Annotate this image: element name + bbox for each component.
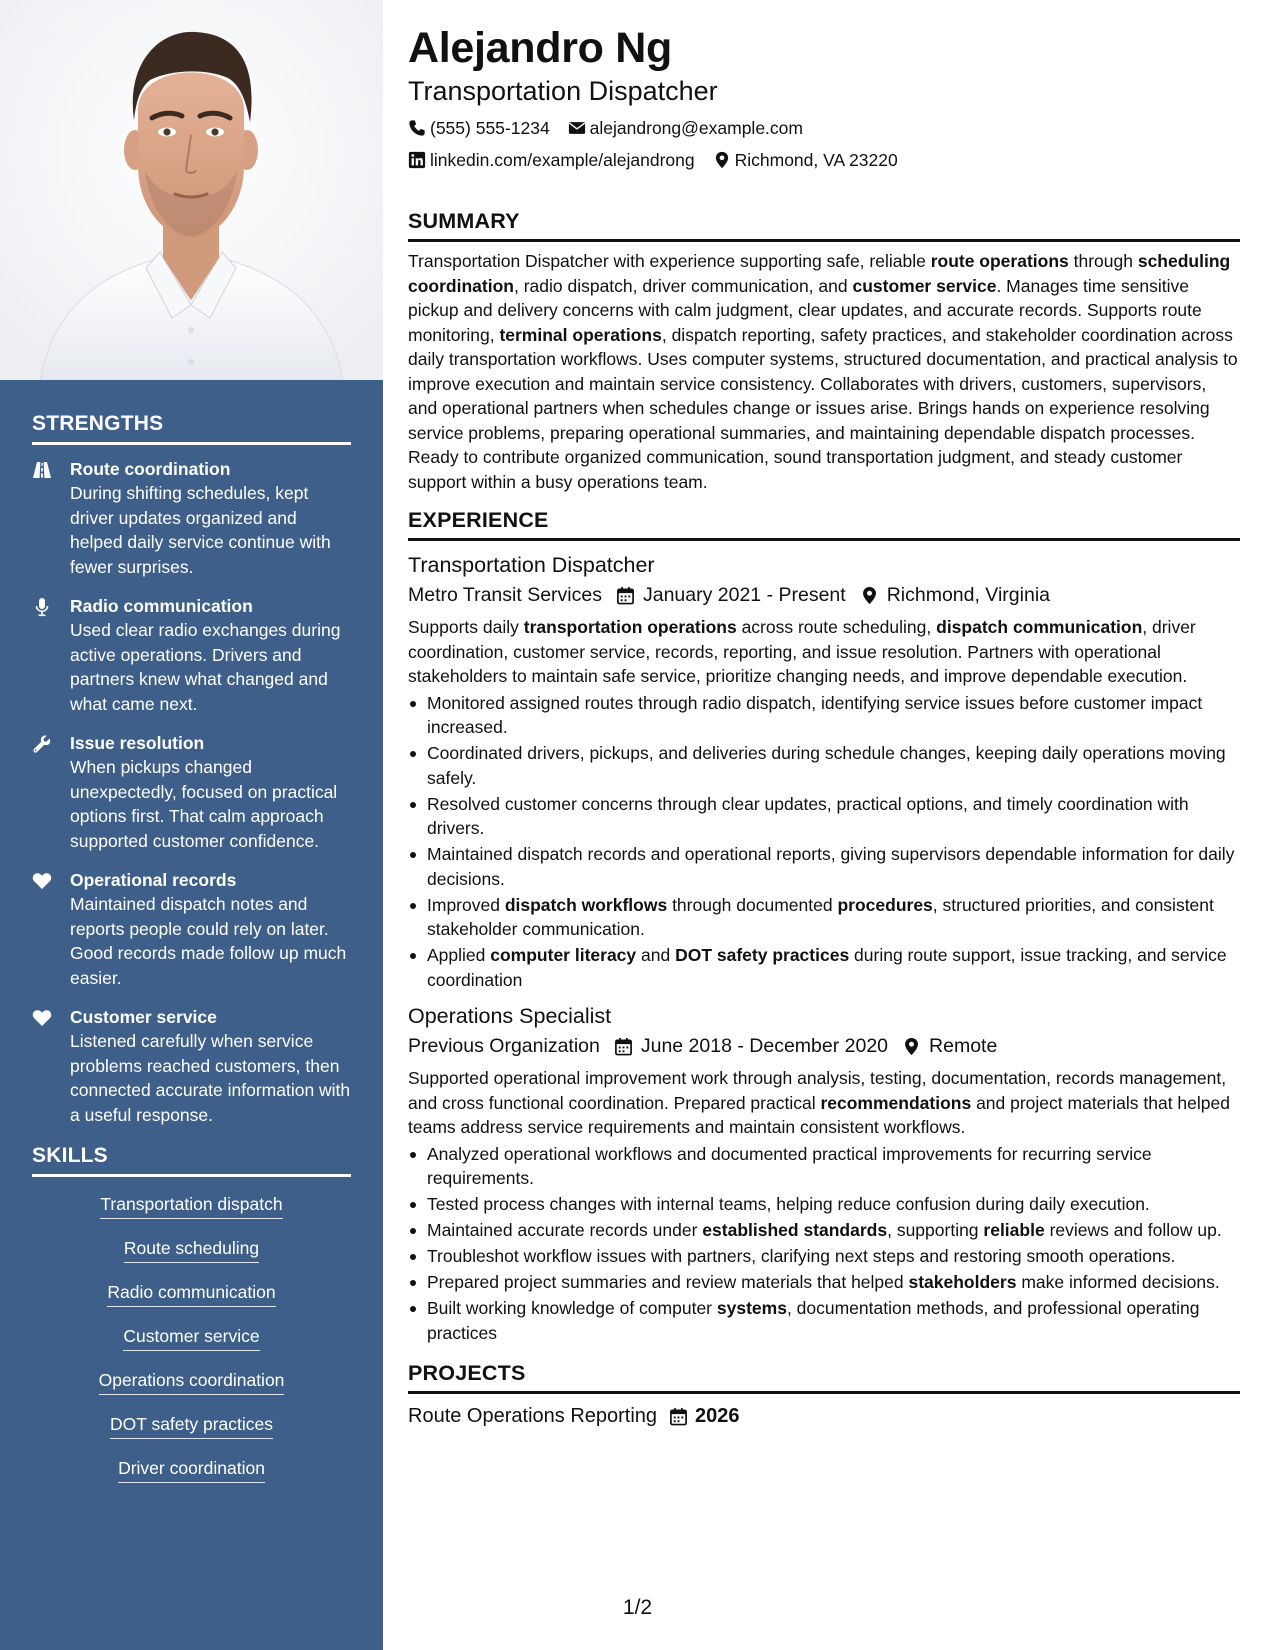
phone-text: (555) 555-1234: [430, 118, 550, 138]
company-name: [408, 1033, 600, 1059]
project-entry: [408, 1403, 1240, 1429]
strength-description: When pickups changed unexpectedly, focused on practical options first. That calm approach supported customer confidence.: [70, 757, 338, 851]
strength-description: Maintained dispatch notes and reports people could rely on later. Good records made follow up much easier.: [70, 894, 347, 988]
company-text: Metro Transit Services: [408, 584, 602, 606]
strength-description: Used clear radio exchanges during active operations. Drivers and partners knew what changed and what came next.: [70, 620, 341, 714]
bullet-item: Monitored assigned routes through radio dispatch, identifying service issues before customer impact increased.: [408, 691, 1240, 740]
calendar-icon: [616, 586, 635, 605]
candidate-title: Transportation Dispatcher: [408, 76, 718, 106]
job-entry: [408, 1002, 1240, 1345]
strength-title: Issue resolution: [70, 733, 205, 753]
bullet-item: Maintained dispatch records and operational reports, giving supervisors dependable information for daily decisions.: [408, 842, 1240, 891]
job-bullets: [408, 1142, 1240, 1346]
bullet-item: Analyzed operational workflows and documented practical improvements for recurring service requirements.: [408, 1142, 1240, 1191]
page-number: 1/2: [622, 1596, 653, 1619]
job-title: Operations Specialist: [408, 1004, 612, 1028]
strength-title: Radio communication: [70, 596, 253, 616]
location-contact: [713, 149, 898, 171]
skill-tag: Radio communication: [107, 1281, 275, 1307]
sidebar: [0, 0, 383, 1650]
company-text: Previous Organization: [408, 1035, 600, 1057]
location-text: Richmond, Virginia: [886, 584, 1050, 606]
contact-row: [408, 117, 1240, 139]
linkedin-contact[interactable]: [408, 149, 695, 171]
calendar-icon: [614, 1037, 633, 1056]
bullet-item: Coordinated drivers, pickups, and deliveries during schedule changes, keeping daily operations moving safely.: [408, 741, 1240, 790]
job-title: Transportation Dispatcher: [408, 553, 655, 577]
bullet-item: Maintained accurate records under established standards, supporting reliable reviews and follow up.: [408, 1218, 1240, 1243]
strength-title: Route coordination: [70, 459, 231, 479]
job-entry: [408, 551, 1240, 992]
phone-icon: [408, 119, 426, 137]
skill-tag: Driver coordination: [118, 1457, 265, 1483]
projects-heading: PROJECTS: [408, 1361, 1240, 1394]
summary-text: Transportation Dispatcher with experience supporting safe, reliable route operations through scheduling coordination, radio dispatch, driver communication, and customer service. Manages time sensitive pickup and delivery concerns with calm judgment, clear updates, and accurate records. Supports route monitoring, terminal operations, dispatch reporting, safety practices, and stakeholder coordination across daily transportation workflows. Uses computer systems, structured documentation, and practical analysis to improve execution and maintain service consistency. Collaborates with drivers, customers, supervisors, and operational partners when schedules change or issues arise. Brings hands on experience resolving service problems, preparing operational summaries, and maintaining dependable dispatch processes. Ready to contribute organized communication, sound transportation judgment, and steady customer support within a busy operations team.: [408, 251, 1238, 492]
job-location: [860, 582, 1050, 608]
heart-icon: [32, 868, 70, 990]
job-meta: [408, 1033, 1240, 1059]
profile-photo-illustration: [0, 0, 383, 380]
microphone-icon: [32, 594, 70, 716]
experience-heading: EXPERIENCE: [408, 508, 1240, 541]
sidebar-content: [32, 412, 351, 1501]
email-text: alejandrong@example.com: [589, 118, 803, 138]
strength-title: Operational records: [70, 870, 237, 890]
profile-photo: [0, 0, 383, 380]
location-text: Remote: [929, 1035, 998, 1057]
job-dates: [616, 582, 846, 608]
dates-text: June 2018 - December 2020: [640, 1035, 889, 1057]
company-name: [408, 582, 602, 608]
strength-item: [32, 731, 351, 853]
road-icon: [32, 457, 70, 579]
skill-tag: DOT safety practices: [110, 1413, 273, 1439]
bullet-item: Prepared project summaries and review materials that helped stakeholders make informed decisions.: [408, 1270, 1240, 1295]
job-description: Supported operational improvement work through analysis, testing, documentation, records management, and cross functional coordination. Prepared practical recommendations and project materials that helped teams address service requirements and maintain consistent workflows.: [408, 1068, 1230, 1137]
bullet-item: Applied computer literacy and DOT safety practices during route support, issue tracking, and service coordination: [408, 943, 1240, 992]
map-pin-icon: [902, 1037, 921, 1056]
linkedin-text: linkedin.com/example/alejandrong: [430, 150, 695, 170]
strength-title: Customer service: [70, 1007, 217, 1027]
dates-text: January 2021 - Present: [642, 584, 846, 606]
bullet-item: Built working knowledge of computer systems, documentation methods, and professional operating practices: [408, 1296, 1240, 1345]
skill-tag: Operations coordination: [99, 1369, 285, 1395]
strengths-heading: STRENGTHS: [32, 412, 351, 445]
summary-heading: SUMMARY: [408, 209, 1240, 242]
contact-row: [408, 149, 1240, 171]
skill-tag: Transportation dispatch: [100, 1193, 282, 1219]
email-contact[interactable]: [568, 117, 803, 139]
calendar-icon: [669, 1407, 688, 1426]
strength-item: [32, 457, 351, 579]
bullet-item: Resolved customer concerns through clear updates, practical options, and timely coordination with drivers.: [408, 792, 1240, 841]
heart-icon: [32, 1005, 70, 1127]
strength-item: [32, 594, 351, 716]
job-description: Supports daily transportation operations across route scheduling, dispatch communication, driver coordination, customer service, records, reporting, and issue resolution. Partners with operational stakeholders to maintain safe service, prioritize changing needs, and improve dependable execution.: [408, 617, 1196, 686]
envelope-icon: [568, 119, 586, 137]
bullet-item: Tested process changes with internal teams, helping reduce confusion during daily execution.: [408, 1192, 1240, 1217]
candidate-name: Alejandro Ng: [408, 24, 672, 72]
skills-list: [32, 1189, 351, 1501]
main-column: [408, 22, 1240, 1429]
map-pin-icon: [713, 151, 731, 169]
skill-tag: Customer service: [123, 1325, 259, 1351]
job-bullets: [408, 691, 1240, 993]
job-dates: [614, 1033, 888, 1059]
strength-description: During shifting schedules, kept driver updates organized and helped daily service continue with fewer surprises.: [70, 483, 331, 577]
job-location: [902, 1033, 997, 1059]
project-date: 2026: [695, 1405, 740, 1427]
location-text: Richmond, VA 23220: [734, 150, 898, 170]
strength-item: [32, 868, 351, 990]
job-meta: [408, 582, 1240, 608]
skill-tag: Route scheduling: [124, 1237, 259, 1263]
strength-item: [32, 1005, 351, 1127]
bullet-item: Troubleshot workflow issues with partners, clarifying next steps and restoring smooth operations.: [408, 1244, 1240, 1269]
linkedin-icon: [408, 151, 426, 169]
wrench-icon: [32, 731, 70, 853]
map-pin-icon: [860, 586, 879, 605]
strength-description: Listened carefully when service problems reached customers, then connected accurate information with a useful response.: [70, 1031, 351, 1125]
project-title: Route Operations Reporting: [408, 1405, 658, 1427]
bullet-item: Improved dispatch workflows through documented procedures, structured priorities, and consistent stakeholder communication.: [408, 893, 1240, 942]
phone-contact: [408, 117, 550, 139]
skills-heading: SKILLS: [32, 1144, 351, 1177]
